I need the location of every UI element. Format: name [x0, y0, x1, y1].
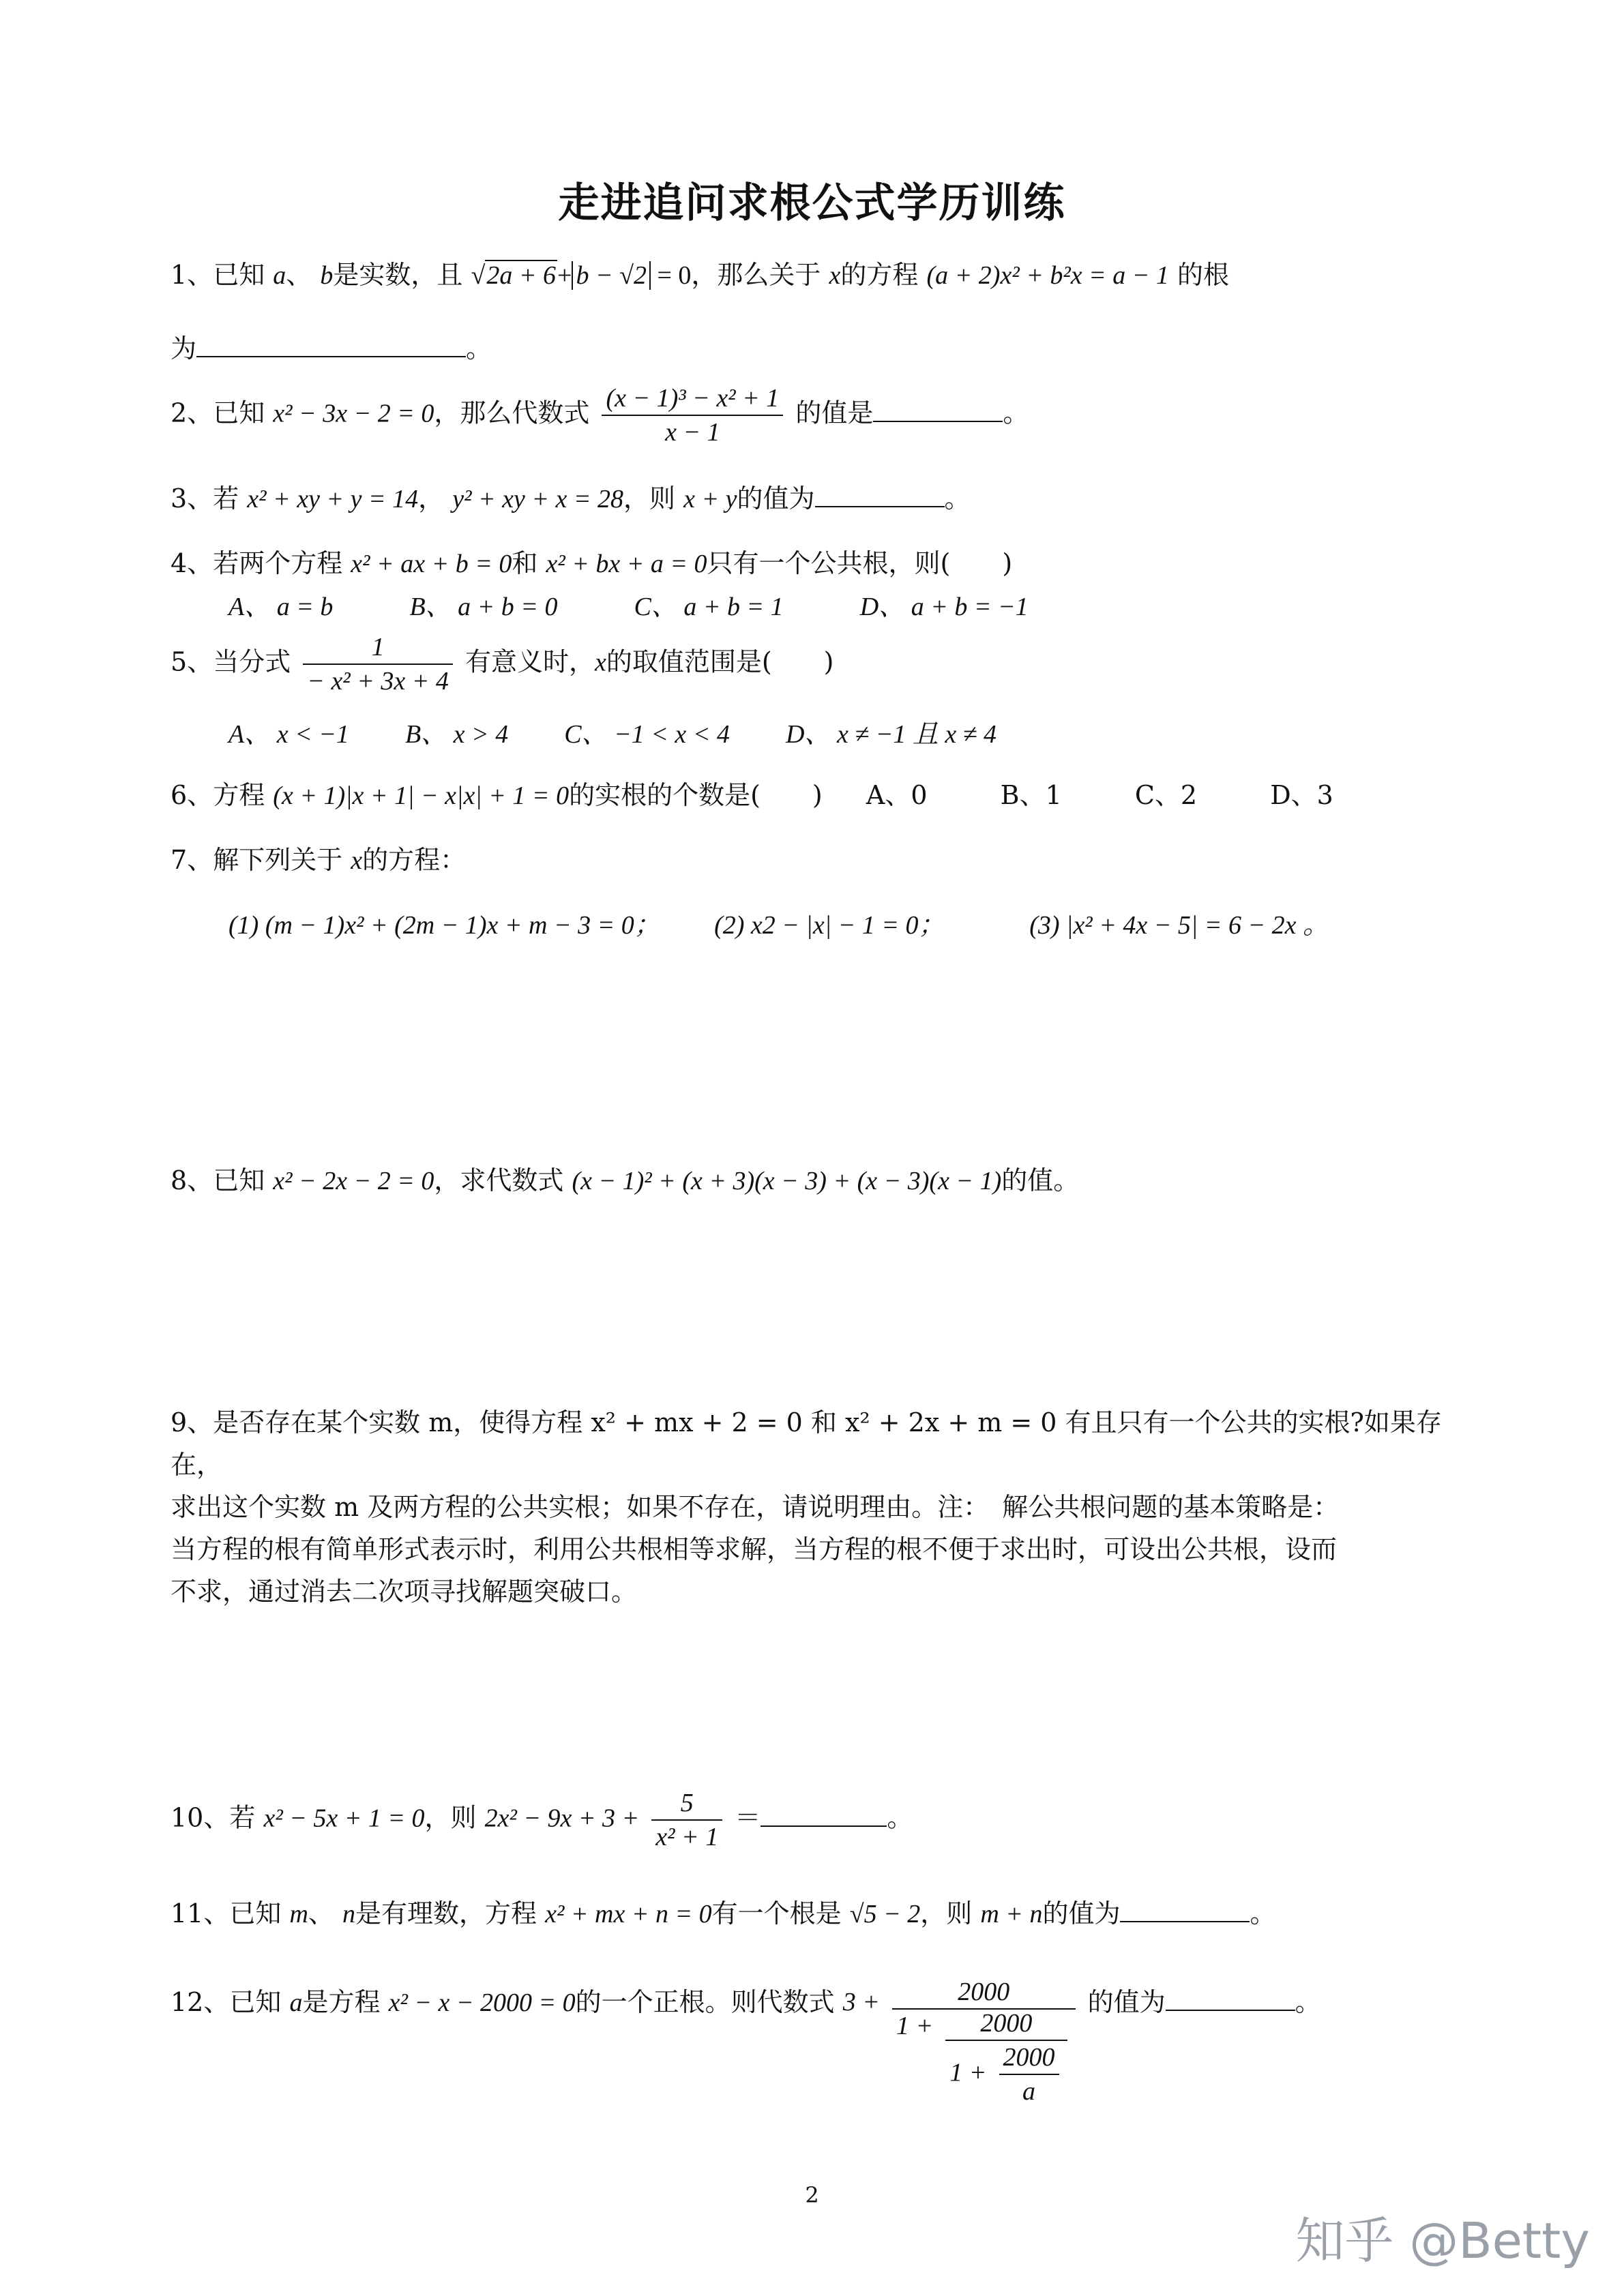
option-c[interactable]: C、2: [1134, 780, 1198, 810]
option-b[interactable]: B、 x > 4: [404, 720, 509, 749]
question-7-parts: [228, 904, 1524, 946]
question-7: 7、解下列关于 x的方程：: [171, 845, 467, 875]
page-number: 2: [805, 2182, 819, 2208]
watermark: 知乎 @Betty: [1295, 2212, 1590, 2269]
option-b[interactable]: B、1: [1000, 780, 1062, 810]
question-4: 4、若两个方程 x² + ax + b = 0和 x² + bx + a = 0只有一个公共根，则( ): [171, 548, 1013, 578]
question-2: 2、已知 x² − 3x − 2 = 0，那么代数式 $\frac{\text{(x − 1)³ − x² + 1}}{x - 1}$ 的值是 。: [171, 382, 1466, 449]
option-b[interactable]: B、 a + b = 0: [409, 593, 558, 621]
option-d[interactable]: D、 a + b = −1: [859, 593, 1029, 621]
question-6: 6、方程 (x + 1)|x + 1| − x|x| + 1 = 0的实根的个数是( ) A、0 B、1 C、2 D、3: [171, 780, 1333, 810]
question-1: 1、已知 a、 b是实数，且 √2a + 6+ b − √2 = 0，那么关于 x的方程 (a + 2)x² + b²x = a − 1 的根: [171, 260, 1230, 290]
question-8: 8、已知 x² − 2x − 2 = 0，求代数式 (x − 1)² + (x + 3)(x − 3) + (x − 3)(x − 1)的值。: [171, 1165, 1080, 1195]
answer-blank[interactable]: [1120, 1900, 1250, 1922]
continued-fraction: 2000 1 + 2000 1 + $\frac{2000}{a}$: [892, 1976, 1076, 2108]
option-a[interactable]: A、 a = b: [228, 593, 334, 621]
question-1-line2: 为 。: [171, 333, 492, 363]
part-3: (3) |x² + 4x − 5| = 6 − 2x 。: [1029, 911, 1329, 940]
answer-blank[interactable]: [196, 336, 466, 357]
option-c[interactable]: C、 −1 < x < 4: [564, 720, 730, 749]
question-5: 5、当分式 $\frac{1}{\text{− x² + 3x + 4}}$ 有意义时，x的取值范围是( ): [171, 631, 1466, 698]
option-a[interactable]: A、 x < −1: [228, 720, 349, 749]
answer-blank[interactable]: [873, 400, 1003, 422]
question-5-options: [228, 713, 1524, 756]
fraction: $\frac{\text{(x − 1)³ − x² + 1}}{x - 1}$: [602, 382, 783, 449]
question-12: 12、已知 a是方程 x² − x − 2000 = 0的一个正根。则代数式 3 + 2000 1 + 2000 1 + $\frac{2000}{a}$ 的值为 。: [171, 1981, 1466, 2108]
q1-equation: (a + 2)x² + b²x = a − 1: [926, 261, 1169, 290]
question-11: 11、已知 m、 n是有理数，方程 x² + mx + n = 0有一个根是 √5 − 2，则 m + n的值为 。: [171, 1898, 1276, 1928]
option-d[interactable]: D、3: [1270, 780, 1333, 810]
part-2: (2) x2 − |x| − 1 = 0；: [714, 911, 945, 940]
question-3: 3、若 x² + xy + y = 14， y² + xy + x = 28，则 x + y的值为 。: [171, 483, 971, 513]
fraction: $\frac{5}{\text{x² + 1}}$: [651, 1787, 722, 1853]
answer-blank[interactable]: [761, 1805, 887, 1827]
question-10: 10、若 x² − 5x + 1 = 0，则 2x² − 9x + 3 + $\frac{5}{\text{x² + 1}}$ ＝ 。: [171, 1787, 1466, 1853]
option-a[interactable]: A、0: [866, 780, 928, 810]
question-9: 9、是否存在某个实数 m，使得方程 x² + mx + 2 = 0 和 x² + 2x + m = 0 有且只有一个公共的实根?如果存在， 求出这个实数 m 及两方程的公共实根；如果不存在，请说明理由。注： 解公共根问题的基本策略是： 当方程的根有简单形式表示时，利用公共根相等求解，当方程的根不便于求出时，可设出公共根，设而 不求，通过消去二次项寻找解题突破口。: [171, 1407, 1442, 1607]
option-c[interactable]: C、 a + b = 1: [634, 593, 784, 621]
fraction: $\frac{1}{\text{− x² + 3x + 4}}$: [303, 631, 453, 698]
question-4-options: [228, 585, 1524, 628]
page-title: 走进追问求根公式学历训练: [558, 179, 1066, 227]
answer-blank[interactable]: [1166, 1989, 1295, 2011]
part-1: (1) (m − 1)x² + (2m − 1)x + m − 3 = 0；: [228, 911, 660, 940]
answer-blank[interactable]: [815, 486, 945, 507]
option-d[interactable]: D、 x ≠ −1 且 x ≠ 4: [786, 720, 997, 749]
